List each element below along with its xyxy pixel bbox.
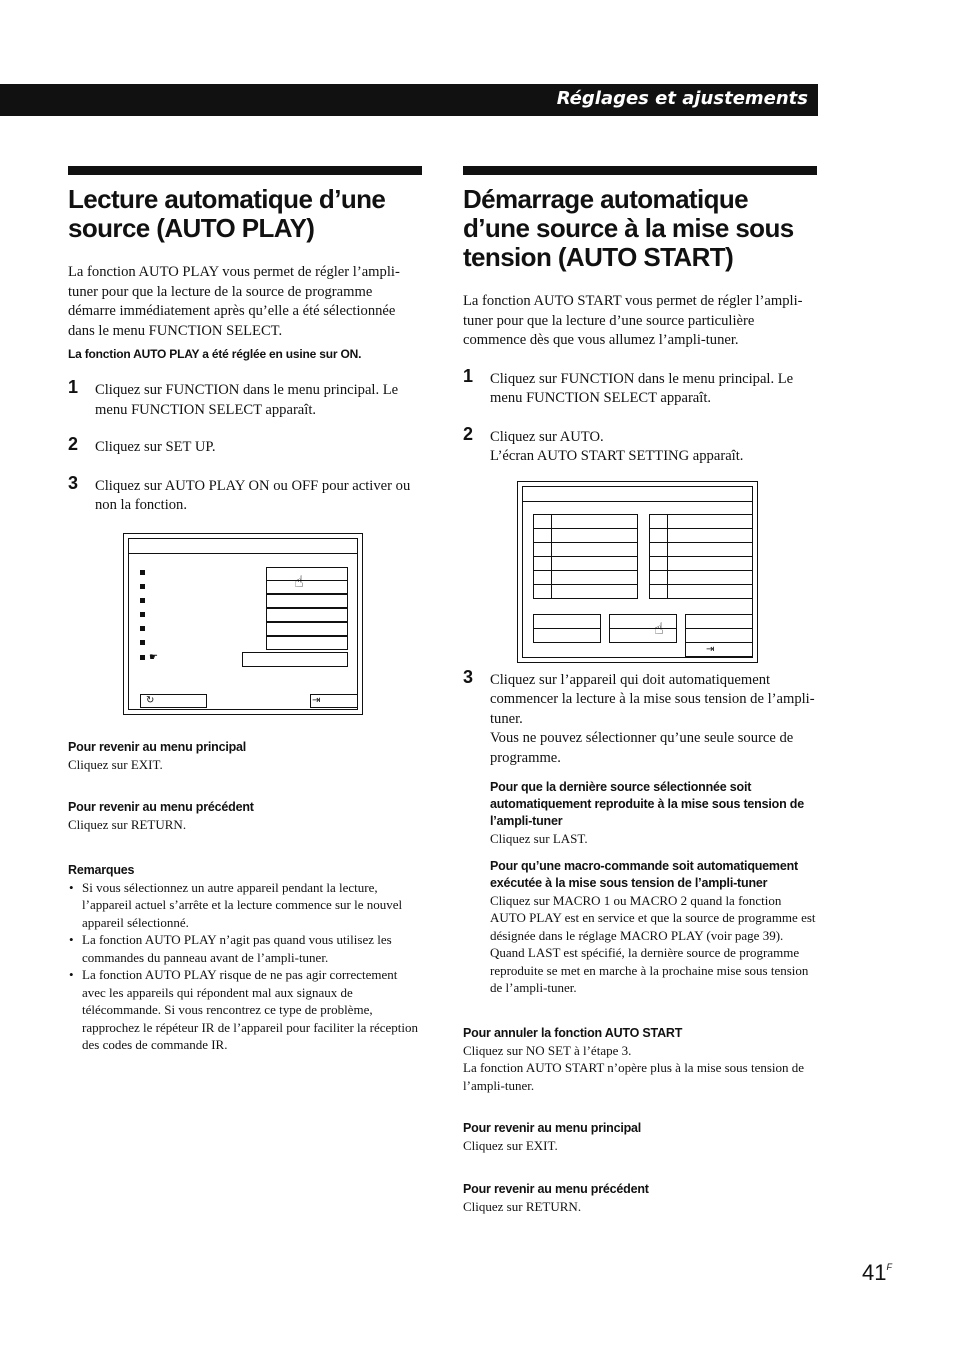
source-name-cell <box>551 542 638 557</box>
heading-rule <box>463 166 817 175</box>
step-2 <box>68 434 422 458</box>
last-source-text: Cliquez sur LAST. <box>490 831 588 846</box>
left-column <box>68 166 422 1054</box>
macro-last-text: Quand LAST est spécifié, la dernière source de programme reproduite se met en marche à la prochaine mise sous tension de l’ampli-tuner. <box>490 945 809 995</box>
auto-play-heading: Lecture automatique d’une source (AUTO PLAY) <box>68 184 386 243</box>
step-3 <box>68 472 422 516</box>
source-number-cell <box>533 528 552 543</box>
pointing-hand-icon: ☝ <box>654 618 664 638</box>
return-previous-text: Cliquez sur RETURN. <box>463 1198 582 1214</box>
return-previous-title: Pour revenir au menu précédent <box>68 800 254 814</box>
page-language-suffix: F <box>886 1262 892 1272</box>
source-number-cell <box>533 584 552 599</box>
screen-title-bar <box>128 538 358 554</box>
step-text: Cliquez sur l’appareil qui doit automatiquement commencer la lecture à la mise sous tension de l’ampli-tuner. <box>490 671 815 727</box>
step-number: 1 <box>68 377 79 397</box>
step-number: 2 <box>463 423 474 444</box>
auto-play-option-box <box>242 652 348 667</box>
return-previous-title: Pour revenir au menu précédent <box>463 1181 649 1196</box>
option-box <box>266 594 348 608</box>
return-main-title: Pour revenir au menu principal <box>68 739 247 754</box>
source-name-cell <box>551 514 638 529</box>
step-3-tips <box>463 779 817 997</box>
option-box <box>533 628 601 643</box>
source-number-cell <box>533 514 552 529</box>
menu-bullet <box>140 612 145 617</box>
factory-setting-note: La fonction AUTO PLAY a été réglée en usine sur ON. <box>68 347 362 361</box>
notes-list <box>68 879 422 1054</box>
auto-start-intro: La fonction AUTO START vous permet de régler l’ampli-tuner pour que la lecture d’une source particulière commence dès que vous allumez l’ampli-tuner. <box>463 293 803 348</box>
option-box <box>266 636 348 650</box>
step-text: Cliquez sur AUTO PLAY ON ou OFF pour activer ou non la fonction. <box>95 477 411 513</box>
menu-bullet <box>140 570 145 575</box>
option-box <box>266 608 348 622</box>
option-box <box>266 580 348 594</box>
source-name-cell <box>551 584 638 599</box>
macro-title: Pour qu’une macro-commande soit automatiquement exécutée à la mise sous tension de l’ampli-tuner <box>490 858 799 890</box>
step-number: 3 <box>463 666 474 687</box>
source-number-cell <box>649 556 668 571</box>
return-main-title: Pour revenir au menu principal <box>463 1121 642 1135</box>
menu-bullet <box>140 640 145 645</box>
heading-rule <box>68 166 422 175</box>
source-name-cell <box>667 584 753 599</box>
auto-start-screen-illustration <box>517 481 758 663</box>
step-text: Cliquez sur AUTO. <box>490 428 604 445</box>
source-name-cell <box>551 570 638 585</box>
page-number-value: 41 <box>862 1260 887 1285</box>
menu-bullet <box>140 584 145 589</box>
return-main-text: Cliquez sur EXIT. <box>68 756 163 772</box>
source-name-cell <box>551 528 638 543</box>
auto-play-screen-illustration <box>123 533 363 715</box>
cancel-auto-start-text: Cliquez sur NO SET à l’étape 3. <box>463 1042 632 1058</box>
source-name-cell <box>667 570 753 585</box>
option-box <box>533 614 601 629</box>
source-number-cell <box>649 528 668 543</box>
macro-text: Cliquez sur MACRO 1 ou MACRO 2 quand la fonction AUTO PLAY est en service et que la source de programme est désignée dans le réglage MACRO PLAY (voir page 39). <box>490 892 816 943</box>
source-number-cell <box>649 514 668 529</box>
cancel-auto-start-note: La fonction AUTO START n’opère plus à la mise sous tension de l’ampli-tuner. <box>463 1060 805 1093</box>
option-box <box>609 628 677 643</box>
cancel-auto-start-title: Pour annuler la fonction AUTO START <box>463 1025 683 1040</box>
exit-arrow-icon: ⇥ <box>706 643 715 655</box>
source-number-cell <box>649 584 668 599</box>
right-column <box>463 166 817 1215</box>
step-3 <box>463 666 817 769</box>
return-main-text: Cliquez sur EXIT. <box>463 1138 558 1153</box>
step-text: Vous ne pouvez sélectionner qu’une seule source de programme. <box>490 730 794 766</box>
step-text: Cliquez sur SET UP. <box>95 439 216 455</box>
auto-play-intro: La fonction AUTO PLAY vous permet de régler l’ampli-tuner pour que la lecture de la source de programme démarre immédiatement après qu’elle a été sélectionnée dans le menu FUNCTION SELECT. <box>68 264 400 339</box>
step-2 <box>463 423 817 467</box>
step-text: Cliquez sur FUNCTION dans le menu principal. Le menu FUNCTION SELECT apparaît. <box>490 370 794 406</box>
menu-bullet <box>140 655 145 660</box>
menu-bullet <box>140 626 145 631</box>
return-previous-text: Cliquez sur RETURN. <box>68 817 187 832</box>
source-name-cell <box>667 542 753 557</box>
source-number-cell <box>533 556 552 571</box>
step-1 <box>68 377 422 420</box>
notes-title: Remarques <box>68 862 135 877</box>
section-banner <box>0 84 818 116</box>
note-item: • La fonction AUTO PLAY risque de ne pas agir correctement avec les appareils qui répondent mal aux signaux de télécommande. Si vous rencontrez ce type de problème, rapprochez le répéteur IR de l’appareil pour faciliter la réception des codes de commande IR. <box>68 966 422 1054</box>
option-box <box>266 567 348 581</box>
note-item: • Si vous sélectionnez un autre appareil pendant la lecture, l’appareil actuel s’arrête et la lecture commence sur le nouvel appareil sélectionné. <box>68 879 422 932</box>
step-number: 2 <box>68 434 79 454</box>
source-number-cell <box>649 570 668 585</box>
pointing-hand-icon: ☝ <box>294 571 304 591</box>
exit-button-box <box>685 642 753 657</box>
page-number <box>862 1260 892 1286</box>
screen-title-bar <box>522 486 753 502</box>
exit-arrow-icon: ⇥ <box>312 694 321 706</box>
source-name-cell <box>667 514 753 529</box>
option-box <box>685 614 753 629</box>
source-number-cell <box>649 542 668 557</box>
source-number-cell <box>533 542 552 557</box>
step-number: 3 <box>68 472 79 493</box>
option-box <box>609 614 677 629</box>
source-name-cell <box>667 556 753 571</box>
option-box <box>266 622 348 636</box>
section-title: Réglages et ajustements <box>556 88 808 109</box>
source-name-cell <box>551 556 638 571</box>
return-arrow-icon: ↻ <box>146 694 155 706</box>
auto-start-heading: Démarrage automatique d’une source à la mise sous tension (AUTO START) <box>463 184 794 272</box>
step-number: 1 <box>463 365 474 386</box>
step-text: L’écran AUTO START SETTING apparaît. <box>490 448 744 464</box>
menu-bullet <box>140 598 145 603</box>
note-item: • La fonction AUTO PLAY n’agit pas quand vous utilisez les commandes du panneau avant de l’ampli-tuner. <box>68 931 422 966</box>
last-source-title: Pour que la dernière source sélectionnée soit automatiquement reproduite à la mise sous tension de l’ampli-tuner <box>490 780 804 828</box>
source-name-cell <box>667 528 753 543</box>
hand-small-icon: ☛ <box>149 651 158 663</box>
step-1 <box>463 365 817 409</box>
source-number-cell <box>533 570 552 585</box>
option-box <box>685 628 753 643</box>
step-text: Cliquez sur FUNCTION dans le menu principal. Le menu FUNCTION SELECT apparaît. <box>95 382 399 418</box>
